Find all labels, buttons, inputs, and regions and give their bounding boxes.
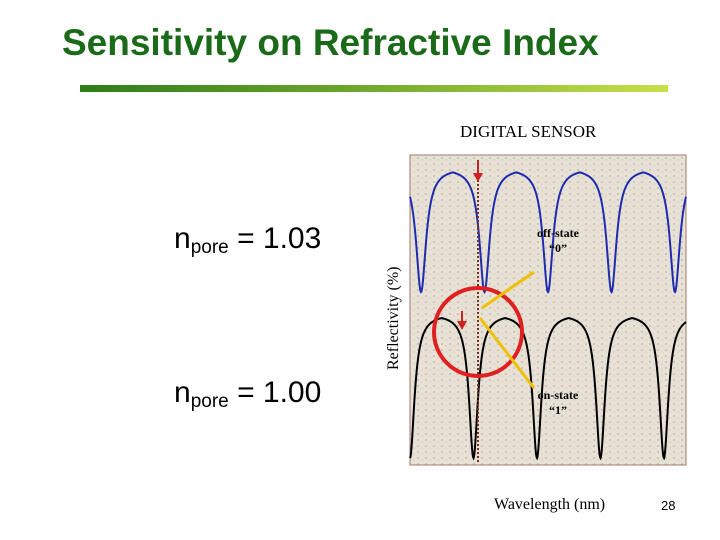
plot-area <box>410 155 686 465</box>
on-state-line2: “1” <box>549 403 567 417</box>
on-state-annotation <box>518 388 598 418</box>
y-axis-label: Reflectivity (%) <box>385 266 402 370</box>
off-state-line2: “0” <box>549 241 567 255</box>
slide-title: Sensitivity on Refractive Index <box>62 22 599 63</box>
npore-upper-value: = 1.03 <box>237 222 322 255</box>
page-number: 28 <box>661 498 676 513</box>
npore-lower-subscript: pore <box>190 391 229 412</box>
off-state-annotation <box>518 226 598 256</box>
npore-upper-subscript: pore <box>190 237 229 258</box>
off-state-line1: off-state <box>537 226 579 240</box>
on-state-line1: on-state <box>537 388 579 402</box>
npore-upper-symbol: n <box>174 222 191 255</box>
x-axis-label: Wavelength (nm) <box>494 496 606 513</box>
chart-heading: DIGITAL SENSOR <box>460 122 597 141</box>
npore-lower-value: = 1.00 <box>237 376 322 409</box>
npore-lower-symbol: n <box>174 376 191 409</box>
